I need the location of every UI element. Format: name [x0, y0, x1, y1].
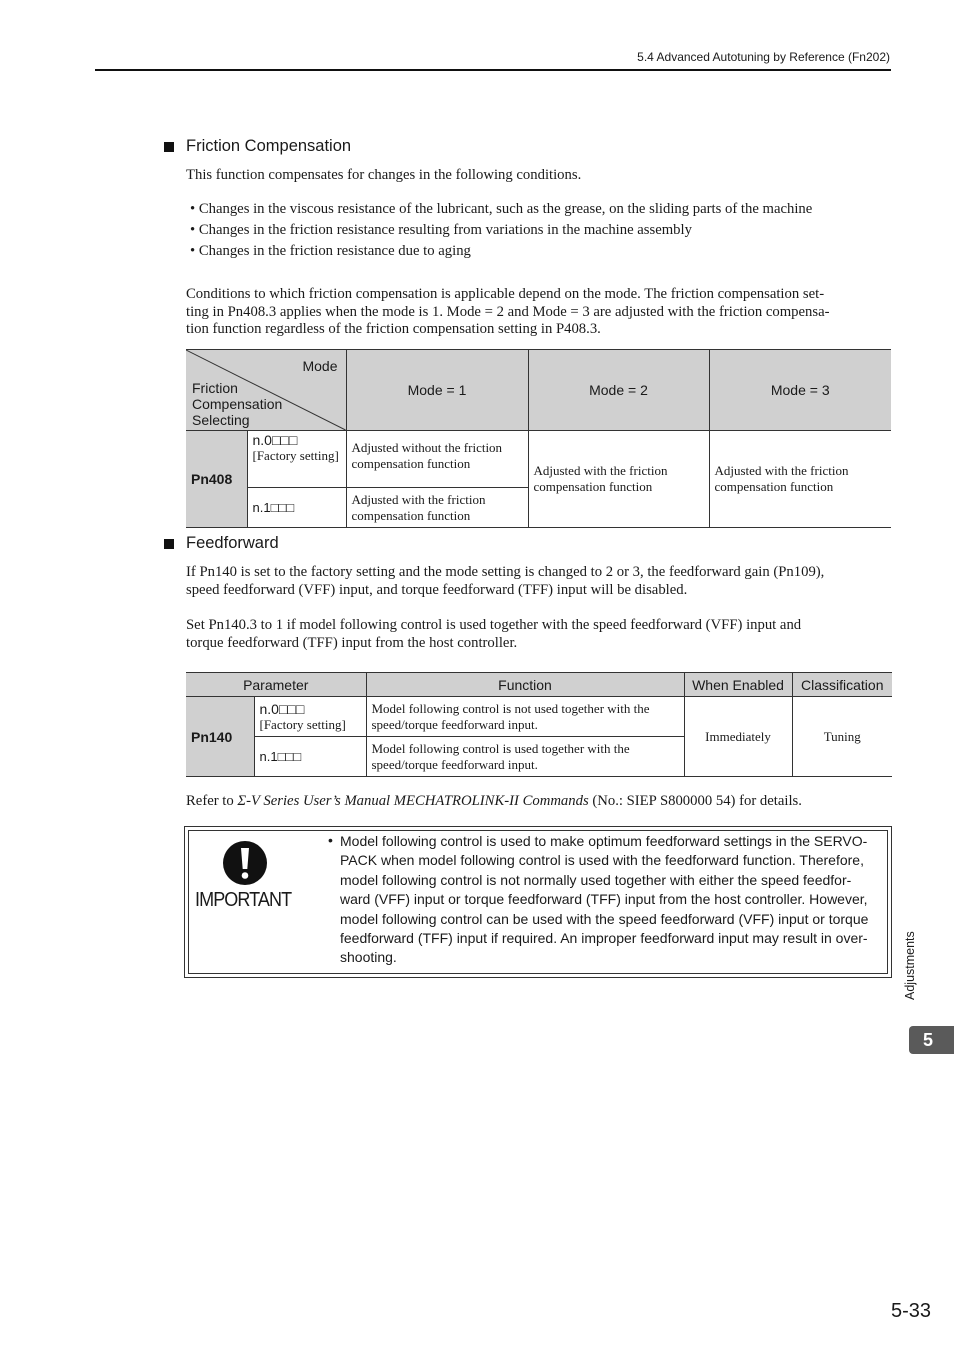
header-rule — [95, 69, 891, 71]
table-cell: Adjusted with the friction compensation function — [528, 431, 709, 528]
table-cell: Adjusted with the friction compensation function — [346, 488, 528, 528]
setting-value: n.0□□□ — [259, 700, 305, 717]
exclamation-icon — [222, 840, 268, 886]
table-cell: Immediately — [684, 697, 792, 777]
table-corner-cell — [186, 350, 346, 431]
column-header: Mode = 3 — [709, 350, 891, 431]
setting-cell — [247, 431, 346, 488]
setting-note: [Factory setting] — [259, 716, 346, 732]
friction-table — [186, 349, 891, 528]
running-header: 5.4 Advanced Autotuning by Reference (Fn202) — [637, 50, 890, 64]
setting-cell — [254, 697, 366, 737]
column-header: Mode = 1 — [346, 350, 528, 431]
setting-value: n.1□□□ — [247, 488, 346, 528]
friction-conditions — [186, 286, 891, 339]
friction-bullet-list — [190, 199, 890, 262]
list-item: • Changes in the friction resistance resulting from variations in the machine assembly — [190, 220, 890, 241]
chapter-side-label: Adjustments — [903, 931, 917, 1000]
text-line: Model following control is used to make optimum feedforward settings in the SERVO- — [340, 833, 868, 849]
important-bullet: • — [328, 832, 333, 848]
column-header: Mode = 2 — [528, 350, 709, 431]
friction-heading — [164, 137, 351, 156]
text-line: Conditions to which friction compensation is applicable depend on the mode. The friction compensation set- — [186, 286, 825, 302]
text-line: tion function regardless of the friction compensation setting in P408.3. — [186, 321, 601, 337]
refer-suffix: (No.: SIEP S800000 54) for details. — [588, 793, 802, 809]
corner-mode-label: Mode — [302, 358, 338, 374]
text-line: speed feedforward (VFF) input, and torque feedforward (TFF) input will be disabled. — [186, 581, 688, 598]
corner-selecting-label — [192, 380, 282, 428]
table-cell: Model following control is not used together with the speed/torque feedforward input. — [366, 697, 684, 737]
text-line: feedforward (TFF) input if required. An improper feedforward input may result in over- — [340, 930, 868, 947]
column-header: Parameter — [186, 673, 366, 697]
feedforward-heading-text: Feedforward — [186, 534, 279, 552]
important-label: IMPORTANT — [195, 889, 292, 911]
column-header: When Enabled — [684, 673, 792, 697]
text-line: If Pn140 is set to the factory setting and the mode setting is changed to 2 or 3, the feedforward gain (Pn109), — [186, 564, 825, 580]
text-line: shooting. — [340, 949, 397, 966]
corner-line: Selecting — [192, 412, 250, 428]
page-number: 5-33 — [890, 1300, 931, 1322]
friction-intro: This function compensates for changes in the following conditions. — [186, 167, 582, 183]
text-line: model following control is not normally used together with either the speed feedfor- — [340, 871, 852, 888]
refer-line — [186, 793, 891, 811]
feedforward-para-1 — [186, 564, 891, 599]
text-line: torque feedforward (TFF) input from the host controller. — [186, 634, 518, 651]
square-bullet-icon — [164, 539, 174, 549]
column-header: Classification — [792, 673, 892, 697]
feedforward-heading — [164, 534, 279, 553]
parameter-cell: Pn140 — [186, 697, 254, 777]
important-text — [340, 832, 888, 968]
text-line: Set Pn140.3 to 1 if model following control is used together with the speed feedforward (VFF) input and — [186, 617, 802, 633]
text-line: ward (VFF) input or torque feedforward (TFF) input from the host controller. However, — [340, 891, 868, 908]
corner-line: Friction — [192, 380, 238, 396]
feedforward-table — [186, 672, 892, 777]
refer-prefix: Refer to — [186, 793, 238, 809]
text-line: model following control can be used with the speed feedforward (VFF) input or torque — [340, 910, 869, 927]
list-item: • Changes in the viscous resistance of the lubricant, such as the grease, on the sliding parts of the machine — [190, 199, 890, 220]
text-line: ting in Pn408.3 applies when the mode is 1. Mode = 2 and Mode = 3 are adjusted with the friction compensa- — [186, 303, 830, 320]
column-header: Function — [366, 673, 684, 697]
square-bullet-icon — [164, 142, 174, 152]
list-item: • Changes in the friction resistance due to aging — [190, 241, 890, 262]
setting-value: n.1□□□ — [254, 737, 366, 777]
parameter-cell: Pn408 — [186, 431, 247, 528]
table-cell: Model following control is used together with the speed/torque feedforward input. — [366, 737, 684, 777]
text-line: PACK when model following control is used with the feedforward function. Therefore, — [340, 852, 864, 869]
chapter-tab: 5 — [909, 1026, 954, 1054]
table-cell: Adjusted with the friction compensation function — [709, 431, 891, 528]
setting-value: n.0□□□ — [252, 432, 298, 448]
table-cell: Tuning — [792, 697, 892, 777]
feedforward-para-2 — [186, 617, 891, 652]
friction-heading-text: Friction Compensation — [186, 137, 352, 155]
setting-note: [Factory setting] — [252, 448, 339, 463]
table-cell: Adjusted without the friction compensation function — [346, 431, 528, 488]
corner-line: Compensation — [192, 396, 283, 412]
manual-title: Σ-V Series User’s Manual MECHATROLINK-II Commands — [237, 793, 589, 809]
